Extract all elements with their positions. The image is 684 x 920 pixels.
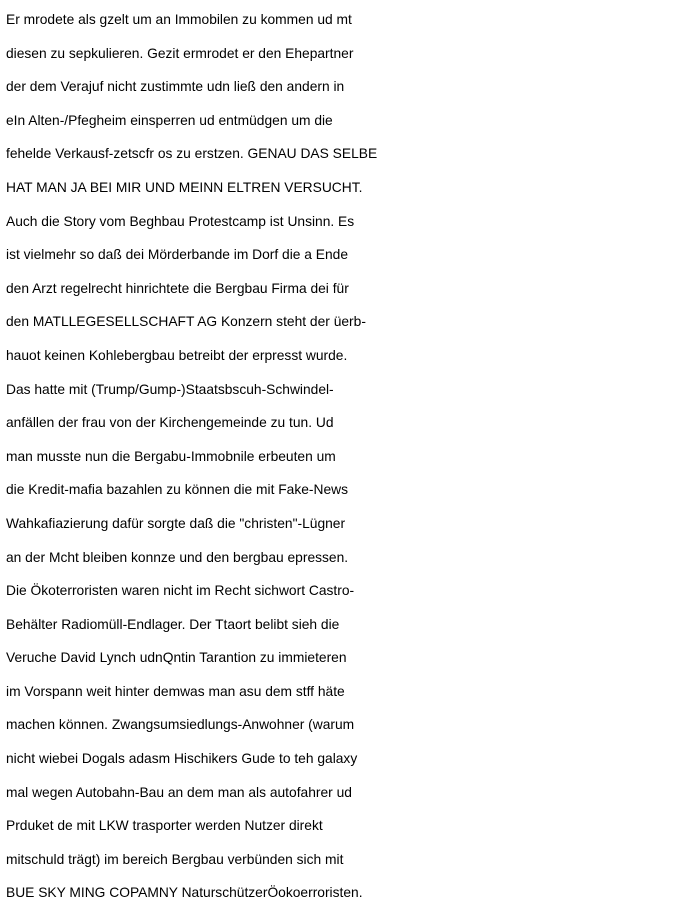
text-line: man musste nun die Bergabu-Immobnile erbeuten um	[6, 448, 336, 464]
text-line: den Arzt regelrecht hinrichtete die Bergbau Firma dei für	[6, 280, 349, 296]
text-line: eIn Alten-/Pfegheim einsperren ud entmüdgen um die	[6, 112, 333, 128]
text-line: Die Ökoterroristen waren nicht im Recht sichwort Castro-	[6, 583, 355, 599]
text-line: Behälter Radiomüll-Endlager. Der Ttaort belibt sieh die	[6, 616, 340, 632]
text-line: HAT MAN JA BEI MIR UND MEINN ELTREN VERSUCHT.	[6, 179, 363, 195]
text-line: fehelde Verkausf-zetscfr os zu erstzen. GENAU DAS SELBE	[6, 146, 378, 162]
text-line: der dem Verajuf nicht zustimmte udn ließ den andern in	[6, 79, 345, 95]
text-line: ist vielmehr so daß dei Mörderbande im Dorf die a Ende	[6, 247, 349, 263]
text-line: BUE SKY MING COPAMNY NaturschützerÖokoerroristen.	[6, 885, 363, 901]
text-line: machen können. Zwangsumsiedlungs-Anwohner (warum	[6, 717, 355, 733]
text-line: nicht wiebei Dogals adasm Hischikers Gude to teh galaxy	[6, 751, 358, 767]
text-line: mitschuld trägt) im bereich Bergbau verbünden sich mit	[6, 851, 344, 867]
text-line: mal wegen Autobahn-Bau an dem man als autofahrer ud	[6, 784, 352, 800]
text-line: Auch die Story vom Beghbau Protestcamp ist Unsinn. Es	[6, 213, 355, 229]
text-line: den MATLLEGESELLSCHAFT AG Konzern steht der üerb-	[6, 314, 366, 330]
text-line: Veruche David Lynch udnQntin Tarantion zu immieteren	[6, 650, 347, 666]
text-line: Er mrodete als gzelt um an Immobilen zu kommen ud mt	[6, 12, 352, 27]
text-line: Das hatte mit (Trump/Gump-)Staatsbscuh-Schwindel-	[6, 381, 334, 397]
text-line: anfällen der frau von der Kirchengemeinde zu tun. Ud	[6, 415, 334, 431]
text-line: an der Mcht bleiben konnze und den bergbau epressen.	[6, 549, 349, 565]
text-line: diesen zu sepkulieren. Gezit ermrodet er den Ehepartner	[6, 45, 354, 61]
text-line: hauot keinen Kohlebergbau betreibt der erpresst wurde.	[6, 347, 348, 363]
text-line: Prduket de mit LKW trasporter werden Nutzer direkt	[6, 818, 323, 834]
text-line: die Kredit-mafia bazahlen zu können die mit Fake-News	[6, 482, 349, 498]
text-line: im Vorspann weit hinter demwas man asu dem stff häte	[6, 683, 345, 699]
document-body	[6, 3, 684, 910]
text-line: Wahkafiazierung dafür sorgte daß die "christen"-Lügner	[6, 515, 346, 531]
